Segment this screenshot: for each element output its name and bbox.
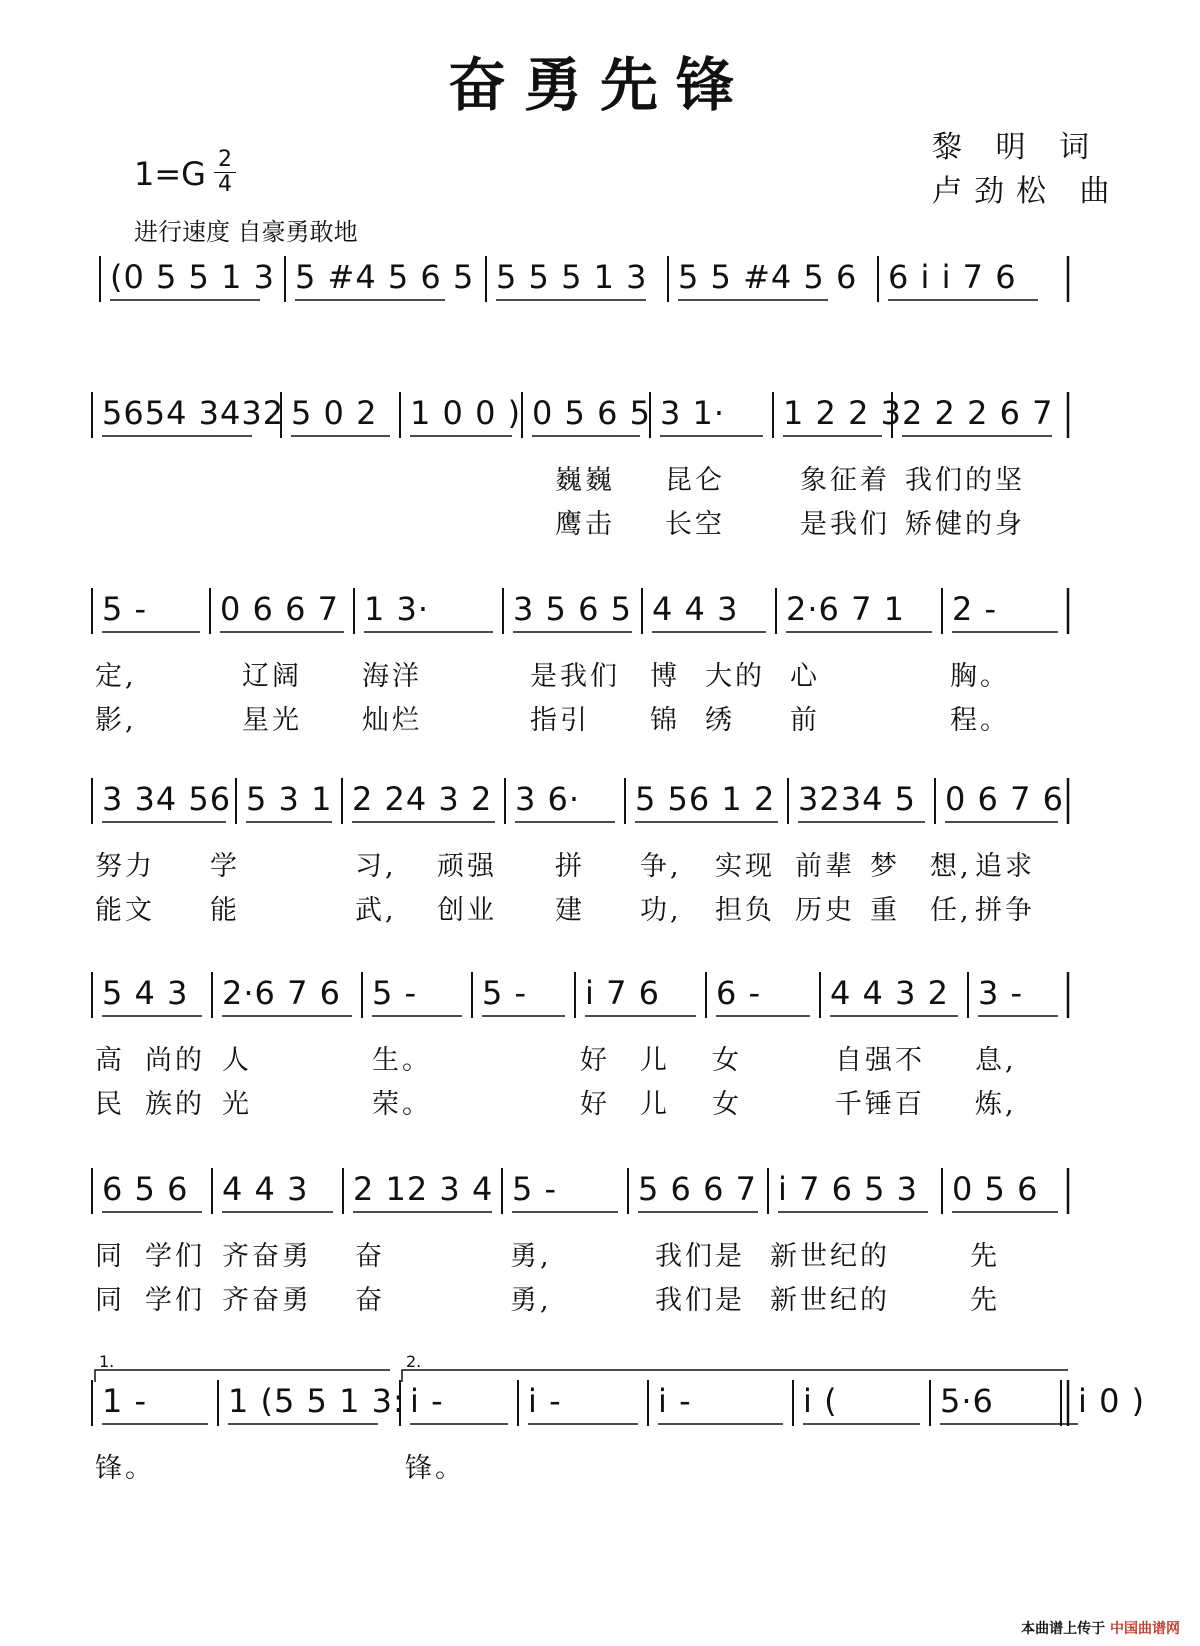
measure: 2 - bbox=[952, 590, 998, 628]
measure: 6 i i 7 6 bbox=[888, 258, 1017, 296]
lyric-word: 绣 bbox=[705, 705, 735, 736]
lyric-word: 星光 bbox=[242, 705, 302, 736]
lyric-word: 顽强 bbox=[437, 851, 497, 882]
lyric-word: 生。 bbox=[372, 1045, 432, 1076]
measure: 2 24 3 2 bbox=[352, 780, 493, 818]
measure: 5 5 5 1 3 bbox=[496, 258, 648, 296]
measure: 2 2 2 6 7 bbox=[902, 394, 1054, 432]
lyric-word: 千锤百 bbox=[835, 1089, 925, 1120]
lyric-word: 高 bbox=[95, 1045, 125, 1076]
time-signature-top: 2 bbox=[218, 147, 232, 172]
measure: 5 56 1 2 bbox=[635, 780, 776, 818]
measure: (0 5 5 1 3 bbox=[110, 258, 275, 296]
measure: 5 5 #4 5 6 bbox=[678, 258, 858, 296]
lyric-word: 女 bbox=[712, 1045, 742, 1076]
lyric-word: 先 bbox=[970, 1241, 1000, 1272]
lyric-word: 好 bbox=[580, 1089, 610, 1120]
lyric-word: 同 bbox=[95, 1285, 125, 1316]
volta-bracket bbox=[402, 1370, 1068, 1382]
lyric-word: 历史 bbox=[795, 895, 855, 926]
measure: 6 - bbox=[716, 974, 762, 1012]
lyric-line bbox=[0, 1446, 1200, 1486]
measure: 2 12 3 4 bbox=[353, 1170, 494, 1208]
score-system bbox=[0, 960, 1200, 1120]
notation-lines bbox=[0, 1368, 1200, 1438]
measure: 5654 3432 bbox=[102, 394, 285, 432]
volta-bracket bbox=[95, 1370, 390, 1382]
lyric-word: 尚的 bbox=[145, 1045, 205, 1076]
volta-label: 2. bbox=[406, 1352, 422, 1371]
lyric-word: 女 bbox=[712, 1089, 742, 1120]
measure: i 0 ) bbox=[1078, 1382, 1146, 1420]
measure: 3 34 56 bbox=[102, 780, 232, 818]
score-system bbox=[0, 576, 1200, 736]
measure: 2·6 7 1 bbox=[786, 590, 905, 628]
measure: 4 4 3 bbox=[652, 590, 739, 628]
lyric-word: 象征着 bbox=[800, 465, 890, 496]
measure: 5 0 2 bbox=[291, 394, 378, 432]
measure: 3 - bbox=[978, 974, 1024, 1012]
lyric-word: 大的 bbox=[705, 661, 765, 692]
measure: 5 6 6 7 bbox=[638, 1170, 757, 1208]
lyric-word: 同 bbox=[95, 1241, 125, 1272]
lyric-word: 自强不 bbox=[835, 1045, 925, 1076]
lyric-word: 前 bbox=[790, 705, 820, 736]
measure: 2·6 7 6 bbox=[222, 974, 341, 1012]
score-system bbox=[0, 766, 1200, 926]
measure: 5 3 1 bbox=[246, 780, 333, 818]
lyric-word: 心 bbox=[790, 661, 820, 692]
measure: i 7 6 bbox=[585, 974, 660, 1012]
score-system bbox=[0, 1352, 1200, 1518]
score-system bbox=[0, 380, 1200, 540]
measure: 4 4 3 2 bbox=[830, 974, 949, 1012]
lyric-word: 能文 bbox=[95, 895, 155, 926]
lyric-word: 创业 bbox=[437, 895, 497, 926]
song-title: 奋勇先锋 bbox=[447, 51, 752, 119]
measure: 4 4 3 bbox=[222, 1170, 309, 1208]
watermark-prefix: 本曲谱上传于 bbox=[1021, 1621, 1106, 1637]
lyric-word: 新世纪的 bbox=[770, 1241, 890, 1272]
watermark-brand: 中国曲谱网 bbox=[1110, 1621, 1180, 1637]
lyric-word: 鹰击 bbox=[555, 509, 615, 540]
lyric-word: 影, bbox=[95, 705, 137, 736]
time-signature-bottom: 4 bbox=[218, 172, 232, 197]
measure: 5 - bbox=[482, 974, 528, 1012]
lyric-word: 学们 bbox=[145, 1285, 205, 1316]
measure: i 7 6 5 3 bbox=[778, 1170, 919, 1208]
measure: 0 5 6 5 bbox=[532, 394, 651, 432]
lyric-word: 儿 bbox=[640, 1089, 670, 1120]
lyric-word: 前辈 bbox=[795, 851, 855, 882]
measure: i - bbox=[528, 1382, 562, 1420]
lyric-line bbox=[0, 1038, 1200, 1078]
lyric-word: 矫健的身 bbox=[905, 509, 1025, 540]
measure: 0 6 6 7 bbox=[220, 590, 339, 628]
measure: 5 - bbox=[102, 590, 148, 628]
lyric-word: 学们 bbox=[145, 1241, 205, 1272]
lyric-line bbox=[0, 1278, 1200, 1318]
lyric-word: 炼, bbox=[975, 1089, 1017, 1120]
lyric-word: 人 bbox=[222, 1045, 252, 1076]
lyric-word: 武, bbox=[355, 895, 397, 926]
lyric-word: 儿 bbox=[640, 1045, 670, 1076]
measure: 5·6 bbox=[940, 1382, 994, 1420]
lyric-word: 定, bbox=[95, 661, 137, 692]
lyric-word: 是我们 bbox=[800, 509, 890, 540]
lyric-word: 拼 bbox=[555, 851, 585, 882]
lyric-word: 息, bbox=[975, 1045, 1017, 1076]
lyric-word: 能 bbox=[210, 895, 240, 926]
measure: 1 - bbox=[102, 1382, 148, 1420]
lyric-word: 族的 bbox=[145, 1089, 205, 1120]
measure: 3 6· bbox=[515, 780, 581, 818]
measure: 1 2 2 3 bbox=[783, 394, 902, 432]
lyric-word: 任, bbox=[930, 895, 972, 926]
lyric-word: 先 bbox=[970, 1285, 1000, 1316]
lyric-word: 博 bbox=[650, 661, 680, 692]
lyric-word: 想, bbox=[930, 851, 972, 882]
lyric-word: 学 bbox=[210, 851, 240, 882]
lyricist-credit: 黎 明 词 bbox=[932, 130, 1102, 165]
lyric-line bbox=[0, 458, 1200, 498]
lyric-word: 齐奋勇 bbox=[222, 1241, 312, 1272]
measure: 5 - bbox=[512, 1170, 558, 1208]
measure: i ( bbox=[803, 1382, 838, 1420]
lyric-line bbox=[0, 1082, 1200, 1122]
lyric-word: 我们是 bbox=[655, 1241, 745, 1272]
lyric-word: 重 bbox=[870, 895, 900, 926]
lyric-line bbox=[0, 844, 1200, 884]
lyric-word: 是我们 bbox=[530, 661, 620, 692]
measure: 1 0 0 ) bbox=[410, 394, 522, 432]
lyric-word: 建 bbox=[555, 895, 585, 926]
measure: 3 1· bbox=[660, 394, 726, 432]
lyric-word: 昆仑 bbox=[665, 465, 725, 496]
score-system bbox=[0, 244, 1200, 394]
lyric-word: 巍巍 bbox=[555, 465, 615, 496]
lyric-word: 我们是 bbox=[655, 1285, 745, 1316]
measure: 5 4 3 bbox=[102, 974, 189, 1012]
lyric-word: 我们的坚 bbox=[905, 465, 1025, 496]
measure: 3234 5 bbox=[798, 780, 916, 818]
lyric-word: 辽阔 bbox=[242, 661, 302, 692]
measure: 0 5 6 bbox=[952, 1170, 1039, 1208]
measure: 5 #4 5 6 5 bbox=[295, 258, 475, 296]
lyric-word: 功, bbox=[640, 895, 682, 926]
measure: 5 - bbox=[372, 974, 418, 1012]
measure: 0 6 7 6 bbox=[945, 780, 1064, 818]
key-signature: 1=G bbox=[134, 155, 206, 193]
measure: 1 3· bbox=[364, 590, 430, 628]
measure: i - bbox=[658, 1382, 692, 1420]
lyric-word: 锋。 bbox=[95, 1453, 155, 1484]
lyric-word: 追求 bbox=[975, 851, 1035, 882]
lyric-word: 拼争 bbox=[975, 895, 1035, 926]
volta-label: 1. bbox=[99, 1352, 115, 1371]
lyric-word: 梦 bbox=[870, 851, 900, 882]
lyric-word: 程。 bbox=[950, 705, 1010, 736]
composer-credit: 卢劲松 曲 bbox=[932, 174, 1122, 209]
lyric-word: 新世纪的 bbox=[770, 1285, 890, 1316]
lyric-word: 努力 bbox=[95, 851, 155, 882]
measure: 6 5 6 bbox=[102, 1170, 189, 1208]
lyric-word: 齐奋勇 bbox=[222, 1285, 312, 1316]
lyric-word: 指引 bbox=[530, 705, 590, 736]
watermark bbox=[1021, 1618, 1180, 1638]
measure: 3 5 6 5 bbox=[513, 590, 632, 628]
lyric-word: 勇, bbox=[510, 1285, 552, 1316]
lyric-word: 锦 bbox=[650, 705, 680, 736]
measure: i - bbox=[410, 1382, 444, 1420]
lyric-word: 灿烂 bbox=[362, 705, 422, 736]
lyric-line bbox=[0, 888, 1200, 928]
lyric-word: 好 bbox=[580, 1045, 610, 1076]
lyric-word: 荣。 bbox=[372, 1089, 432, 1120]
tempo-marking: 进行速度 自豪勇敢地 bbox=[134, 218, 358, 246]
lyric-word: 胸。 bbox=[950, 661, 1010, 692]
lyric-word: 海洋 bbox=[362, 661, 422, 692]
lyric-word: 奋 bbox=[355, 1285, 385, 1316]
score-system bbox=[0, 1156, 1200, 1316]
lyric-word: 长空 bbox=[665, 509, 725, 540]
lyric-line bbox=[0, 698, 1200, 738]
lyric-word: 习, bbox=[355, 851, 397, 882]
time-signature bbox=[214, 148, 236, 197]
lyric-word: 勇, bbox=[510, 1241, 552, 1272]
lyric-line bbox=[0, 502, 1200, 542]
lyric-word: 担负 bbox=[715, 895, 775, 926]
lyric-word: 实现 bbox=[715, 851, 775, 882]
lyric-word: 民 bbox=[95, 1089, 125, 1120]
lyric-word: 争, bbox=[640, 851, 682, 882]
lyric-word: 光 bbox=[222, 1089, 252, 1120]
lyric-line bbox=[0, 654, 1200, 694]
lyric-line bbox=[0, 1234, 1200, 1274]
lyric-word: 奋 bbox=[355, 1241, 385, 1272]
measure: 1 (5 5 1 3: bbox=[228, 1382, 405, 1420]
lyric-word: 锋。 bbox=[405, 1453, 465, 1484]
